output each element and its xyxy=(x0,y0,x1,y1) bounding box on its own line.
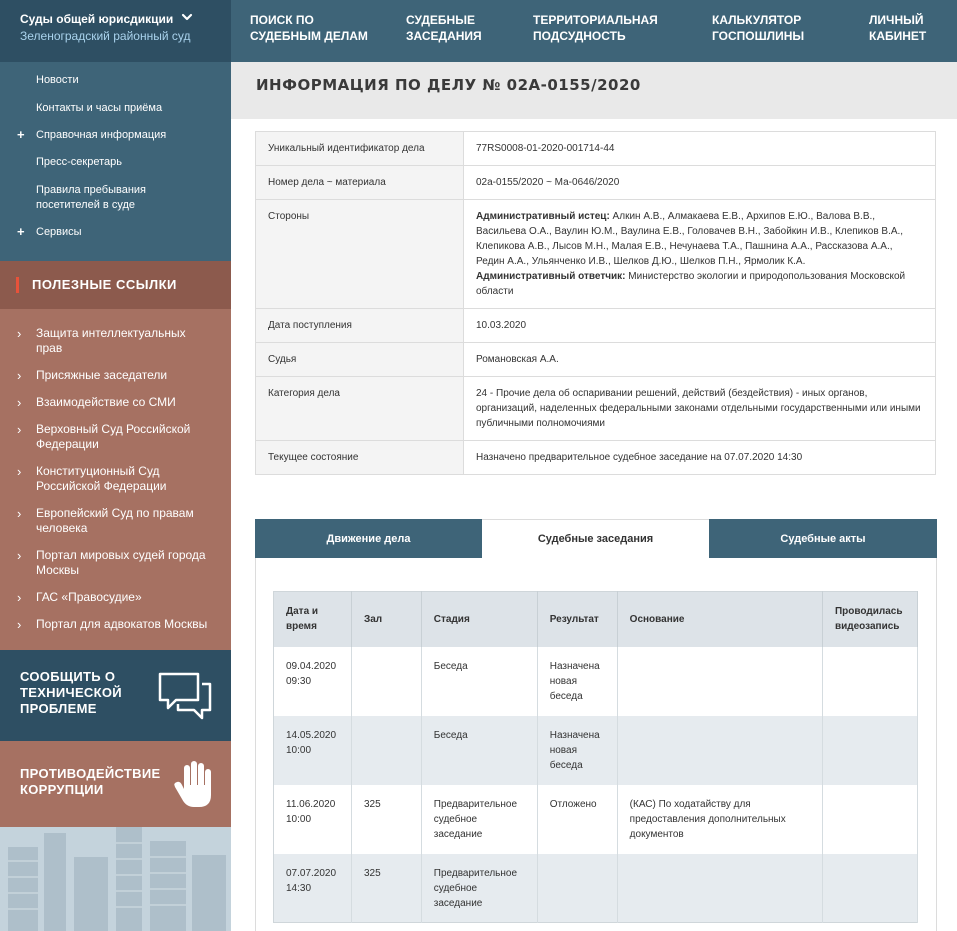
info-row-status xyxy=(256,441,935,475)
cell-datetime: 11.06.2020 10:00 xyxy=(274,785,352,854)
cell-stage: Беседа xyxy=(421,716,537,785)
chevron-right-icon: › xyxy=(17,548,22,563)
cell-hall xyxy=(351,716,421,785)
link-ip-protection[interactable]: Защита интеллектуальных прав xyxy=(36,326,186,355)
sidebar-item-news[interactable]: Новости xyxy=(36,74,79,86)
info-label: Судья xyxy=(256,343,464,376)
nav-court-sessions[interactable] xyxy=(406,12,482,44)
info-value-date: 10.03.2020 xyxy=(476,320,527,331)
top-navigation xyxy=(231,0,957,62)
nav-case-search[interactable] xyxy=(250,12,368,44)
nav-label: КАБИНЕТ xyxy=(869,29,927,43)
tab-court-sessions[interactable]: Судебные заседания xyxy=(482,519,709,558)
accent-bar xyxy=(16,277,19,293)
anti-corruption-banner[interactable] xyxy=(0,741,231,827)
nav-personal-account[interactable] xyxy=(869,12,926,44)
nav-jurisdiction[interactable] xyxy=(533,12,658,44)
link-media[interactable]: Взаимодействие со СМИ xyxy=(36,395,176,409)
info-row-number xyxy=(256,166,935,200)
info-value-uid: 77RS0008-01-2020-001714-44 xyxy=(476,143,615,154)
info-row-category xyxy=(256,377,935,441)
column-header-video: Проводилась видеозапись xyxy=(822,592,917,647)
nav-fee-calculator[interactable] xyxy=(712,12,804,44)
info-row-date xyxy=(256,309,935,343)
link-echr[interactable]: Европейский Суд по правам человека xyxy=(36,506,194,535)
cell-basis xyxy=(617,854,822,923)
column-header-stage: Стадия xyxy=(421,592,537,647)
info-label: Дата поступления xyxy=(256,309,464,342)
info-label: Стороны xyxy=(256,200,464,308)
cell-result: Отложено xyxy=(537,785,617,854)
cell-result: Назначена новая беседа xyxy=(537,647,617,716)
sidebar-menu xyxy=(0,62,231,261)
tab-court-acts[interactable]: Судебные акты xyxy=(709,519,937,558)
chevron-right-icon: › xyxy=(17,590,22,605)
table-row xyxy=(274,647,918,716)
link-jurors[interactable]: Присяжные заседатели xyxy=(36,368,168,382)
info-value-parties xyxy=(464,200,935,308)
chevron-right-icon: › xyxy=(17,464,22,479)
nav-label: ПОДСУДНОСТЬ xyxy=(533,29,626,43)
case-tabs xyxy=(255,519,937,558)
info-label: Уникальный идентификатор дела xyxy=(256,132,464,165)
page-title: ИНФОРМАЦИЯ ПО ДЕЛУ № 02А-0155/2020 xyxy=(256,76,641,94)
chevron-down-icon[interactable] xyxy=(181,11,193,23)
link-supreme-court[interactable]: Верховный Суд Российской Федерации xyxy=(36,422,191,451)
info-row-parties xyxy=(256,200,935,309)
chevron-right-icon: › xyxy=(17,326,22,341)
case-info-table xyxy=(255,131,936,475)
column-header-result: Результат xyxy=(537,592,617,647)
plaintiff-label: Административный истец: xyxy=(476,211,610,222)
cell-basis xyxy=(617,716,822,785)
defendant-line xyxy=(476,269,923,299)
cell-basis: (КАС) По ходатайству для предоставления дополнительных документов xyxy=(617,785,822,854)
nav-label: ЛИЧНЫЙ xyxy=(869,13,924,27)
nav-label: ТЕРРИТОРИАЛЬНАЯ xyxy=(533,13,658,27)
cell-stage: Предварительное судебное заседание xyxy=(421,785,537,854)
column-header-datetime: Дата и время xyxy=(274,592,352,647)
cell-datetime: 09.04.2020 09:30 xyxy=(274,647,352,716)
brand-title: Суды общей юрисдикции xyxy=(20,12,174,26)
sidebar-item-press[interactable]: Пресс-секретарь xyxy=(36,156,122,168)
info-row-uid xyxy=(256,132,935,166)
cell-hall xyxy=(351,647,421,716)
chat-bubbles-icon xyxy=(158,670,214,722)
chevron-right-icon: › xyxy=(17,368,22,383)
info-label: Номер дела ~ материала xyxy=(256,166,464,199)
nav-label: СУДЕБНЫЕ xyxy=(406,13,475,27)
cell-hall: 325 xyxy=(351,785,421,854)
column-header-basis: Основание xyxy=(617,592,822,647)
info-value-judge: Романовская А.А. xyxy=(476,354,559,365)
cell-video xyxy=(822,785,917,854)
link-lawyers-portal[interactable]: Портал для адвокатов Москвы xyxy=(36,617,208,631)
cell-video xyxy=(822,854,917,923)
sidebar-item-rules[interactable]: Правила пребывания посетителей в суде xyxy=(36,184,147,211)
table-row xyxy=(274,716,918,785)
plus-icon[interactable]: + xyxy=(17,127,25,142)
hand-stop-icon xyxy=(172,759,216,811)
city-skyline-image xyxy=(0,827,231,931)
nav-label: ЗАСЕДАНИЯ xyxy=(406,29,482,43)
info-value-number: 02а-0155/2020 ~ Ма-0646/2020 xyxy=(476,177,620,188)
defendant-label: Административный ответчик: xyxy=(476,271,626,282)
table-header-row xyxy=(274,592,918,647)
chevron-right-icon: › xyxy=(17,506,22,521)
nav-label: КАЛЬКУЛЯТОР xyxy=(712,13,802,27)
brand-subtitle[interactable]: Зеленоградский районный суд xyxy=(20,29,191,43)
cell-basis xyxy=(617,647,822,716)
info-value-status: Назначено предварительное судебное заседание на 07.07.2020 14:30 xyxy=(476,452,803,463)
cell-result: Назначена новая беседа xyxy=(537,716,617,785)
defendant-name: Министерство экологии и природопользования Московской области xyxy=(476,271,906,297)
report-problem-banner[interactable] xyxy=(0,650,231,741)
cell-video xyxy=(822,647,917,716)
cell-datetime: 14.05.2020 10:00 xyxy=(274,716,352,785)
nav-label: ГОСПОШЛИНЫ xyxy=(712,29,805,43)
nav-label: СУДЕБНЫМ ДЕЛАМ xyxy=(250,29,368,43)
cell-stage: Предварительное судебное заседание xyxy=(421,854,537,923)
info-value-category: 24 - Прочие дела об оспаривании решений, действий (бездействия) - иных органов, организаций, наделенных федеральными законами отдельными государственными или иными публичными полномочиями xyxy=(476,388,921,429)
useful-links-header xyxy=(0,261,231,309)
cell-stage: Беседа xyxy=(421,647,537,716)
plaintiff-line xyxy=(476,209,923,269)
cell-result xyxy=(537,854,617,923)
sessions-table xyxy=(273,591,918,923)
chevron-right-icon: › xyxy=(17,422,22,437)
link-constitutional-court[interactable]: Конституционный Суд Российской Федерации xyxy=(36,464,167,493)
plaintiff-names: Алкин А.В., Алмакаева Е.В., Архипов Е.Ю., Валова В.В., Васильева О.А., Ваулин Ю.М., Ваулина Е.В., Головачев В.Н., Забойкин И.В., Клепиков В.А., Клепикова А.В., Лысов М.Н., Малая Е.В., Нечунаева Т.А., Пашнина А.А., Рассказова А.А., Редин А.А., Ульянченко И.В., Шелков Д.Ю., Шелков П.Н., Ярмолик К.А. xyxy=(476,211,904,267)
cell-datetime: 07.07.2020 14:30 xyxy=(274,854,352,923)
page-header xyxy=(231,62,957,119)
chevron-right-icon: › xyxy=(17,617,22,632)
court-brand[interactable] xyxy=(0,0,231,62)
useful-links-title: ПОЛЕЗНЫЕ ССЫЛКИ xyxy=(32,277,177,292)
info-label: Категория дела xyxy=(256,377,464,440)
cell-hall: 325 xyxy=(351,854,421,923)
sidebar-item-contacts[interactable]: Контакты и часы приёма xyxy=(36,102,163,114)
nav-label: ПОИСК ПО xyxy=(250,13,314,27)
anti-corruption-label: ПРОТИВОДЕЙСТВИЕ КОРРУПЦИИ xyxy=(20,766,161,797)
chevron-right-icon: › xyxy=(17,395,22,410)
plus-icon[interactable]: + xyxy=(17,224,25,239)
link-magistrates-portal[interactable]: Портал мировых судей города Москвы xyxy=(36,548,206,577)
column-header-hall: Зал xyxy=(351,592,421,647)
report-problem-label: СООБЩИТЬ О ТЕХНИЧЕСКОЙ ПРОБЛЕМЕ xyxy=(20,669,122,716)
table-row xyxy=(274,785,918,854)
link-gas-pravosudie[interactable]: ГАС «Правосудие» xyxy=(36,590,142,604)
sidebar-item-services[interactable]: Сервисы xyxy=(36,226,82,238)
useful-links-list xyxy=(0,309,231,650)
table-row xyxy=(274,854,918,923)
info-row-judge xyxy=(256,343,935,377)
sidebar-item-reference[interactable]: Справочная информация xyxy=(36,129,167,141)
info-label: Текущее состояние xyxy=(256,441,464,474)
tab-case-movement[interactable]: Движение дела xyxy=(255,519,482,558)
cell-video xyxy=(822,716,917,785)
city-photo xyxy=(0,827,231,931)
